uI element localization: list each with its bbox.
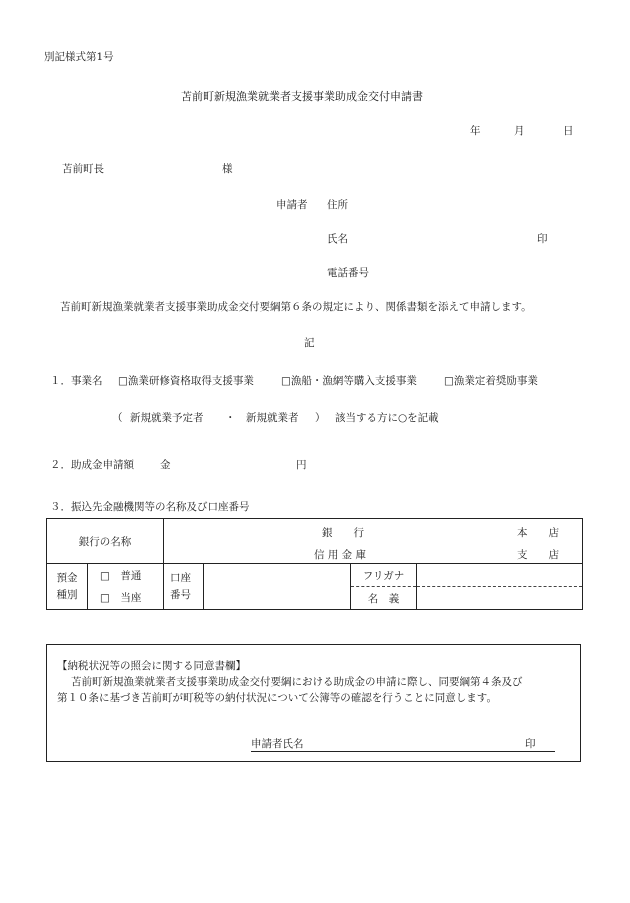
sub-option-separator: ・ (225, 412, 236, 424)
addressee-name: 苫前町長 (62, 163, 104, 175)
date-day: 日 (563, 125, 574, 137)
consent-text-line1: 苫前町新規漁業就業者支援事業助成金交付要綱における助成金の申請に際し、同要綱第４条及び (71, 676, 523, 688)
applicant-name-label: 氏名 (327, 233, 348, 245)
consent-title: 【納税状況等の照会に関する同意書欄】 (57, 660, 246, 672)
amount-prefix: 金 (160, 459, 171, 471)
ki-label: 記 (304, 337, 315, 349)
date-month: 月 (514, 125, 525, 137)
applicant-seal: 印 (537, 233, 548, 245)
sub-paren-close: ） (315, 412, 326, 424)
sub-option-new[interactable]: 新規就業者 (246, 412, 299, 424)
form-number: 別記様式第1号 (44, 51, 114, 63)
head-office-suffix: 本 店 (517, 527, 559, 539)
deposit-current-checkbox[interactable]: □ 当座 (88, 587, 164, 610)
statement: 苫前町新規漁業就業者支援事業助成金交付要綱第６条の規定により、関係書類を添えて申請します。 (60, 301, 532, 313)
sub-paren-open: （ (112, 412, 123, 424)
date-year: 年 (470, 125, 481, 137)
applicant-address-label: 住所 (327, 199, 348, 211)
sub-option-prospective[interactable]: 新規就業予定者 (130, 412, 204, 424)
bank-name-label: 銀行の名称 (47, 519, 164, 564)
bank-name-field-top[interactable] (164, 519, 583, 542)
business-option-settlement[interactable]: □漁業定着奨励事業 (444, 375, 538, 387)
bank-suffix: 銀 行 (322, 527, 364, 539)
amount-unit: 円 (296, 459, 307, 471)
applicant-phone-label: 電話番号 (327, 267, 369, 279)
page-title: 苫前町新規漁業就業者支援事業助成金交付申請書 (181, 90, 423, 103)
item1-label: １．事業名 (50, 375, 103, 387)
item3-label: ３．振込先金融機関等の名称及び口座番号 (50, 501, 250, 513)
account-number-label: 口座 番号 (164, 564, 204, 610)
furigana-field[interactable] (417, 564, 583, 587)
branch-suffix: 支 店 (517, 549, 559, 561)
account-number-field[interactable] (204, 564, 351, 610)
account-holder-field[interactable] (417, 587, 583, 610)
business-option-training[interactable]: □漁業研修資格取得支援事業 (118, 375, 254, 387)
account-holder-label: 名 義 (351, 587, 417, 610)
bank-name-field-bottom[interactable] (164, 541, 583, 564)
business-option-vessel[interactable]: □漁船・漁網等購入支援事業 (281, 375, 417, 387)
signature-label: 申請者氏名 (251, 738, 304, 750)
addressee-honorific: 様 (222, 163, 233, 175)
sub-note: 該当する方に○を記載 (335, 412, 439, 424)
credit-union-suffix: 信 用 金 庫 (314, 549, 367, 561)
item2-label: ２．助成金申請額 (50, 459, 134, 471)
applicant-label: 申請者 (276, 199, 308, 211)
consent-text-line2: 第１０条に基づき苫前町が町税等の納付状況について公簿等の確認を行うことに同意します。 (57, 692, 497, 704)
bank-table (46, 518, 583, 610)
consent-box (46, 644, 581, 762)
signature-line[interactable] (251, 739, 555, 752)
deposit-ordinary-checkbox[interactable]: □ 普通 (88, 564, 164, 587)
signature-seal: 印 (525, 738, 536, 750)
deposit-type-label: 預金 種別 (47, 564, 88, 610)
furigana-label: フリガナ (351, 564, 417, 587)
